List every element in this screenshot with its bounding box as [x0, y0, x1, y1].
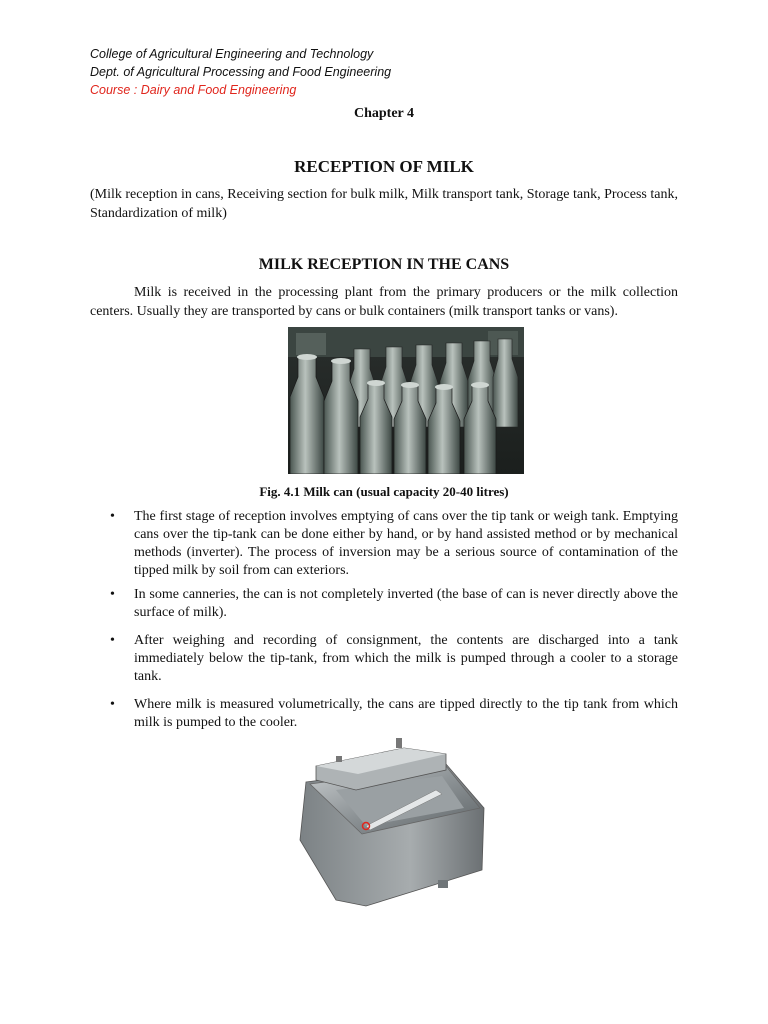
list-item [110, 508, 678, 580]
chapter-topics: (Milk reception in cans, Receiving section for bulk milk, Milk transport tank, Storage tank, Process tank, Standardization of milk) [90, 187, 678, 221]
tip-tank-illustration [296, 730, 492, 910]
chapter-label: Chapter 4 [353, 106, 415, 121]
intro-paragraph: Milk is received in the processing plant from the primary producers or the milk collection centers. Usually they are transported by cans or bulk containers (milk transport tanks or vans). [90, 285, 678, 319]
list-item [110, 586, 678, 622]
list-item [110, 696, 678, 732]
bullet-marker: • [110, 509, 115, 524]
bullet-text: In some canneries, the can is not completely inverted (the base of can is never directly above the surface of milk). [134, 587, 678, 620]
bullet-marker: • [110, 697, 115, 712]
document-header [90, 45, 391, 99]
list-item [110, 632, 678, 686]
header-department: Dept. of Agricultural Processing and Food Engineering [90, 65, 392, 79]
milk-cans-photo [288, 327, 524, 474]
section-title: MILK RECEPTION IN THE CANS [258, 256, 510, 273]
bullet-text: Where milk is measured volumetrically, the cans are tipped directly to the tip tank from which milk is pumped to the cooler. [134, 697, 678, 730]
bullet-text: After weighing and recording of consignment, the contents are discharged into a tank immediately below the tip-tank, from which the milk is pumped through a cooler to a storage tank. [134, 633, 678, 684]
header-college: College of Agricultural Engineering and Technology [90, 47, 374, 61]
bullet-marker: • [110, 633, 115, 648]
bullet-text: The first stage of reception involves emptying of cans over the tip tank or weigh tank. Emptying cans over the tip-tank can be done either by hand, or by hand assisted method or by mechanical methods (inverter). The process of inversion may be a serious source of contamination of the tipped milk by soil from can exteriors. [134, 509, 678, 578]
header-course: Course : Dairy and Food Engineering [90, 83, 297, 97]
bullet-list [110, 508, 678, 732]
figure-caption: Fig. 4.1 Milk can (usual capacity 20-40 litres) [259, 484, 509, 499]
chapter-title: RECEPTION OF MILK [294, 157, 474, 176]
bullet-marker: • [110, 587, 115, 602]
